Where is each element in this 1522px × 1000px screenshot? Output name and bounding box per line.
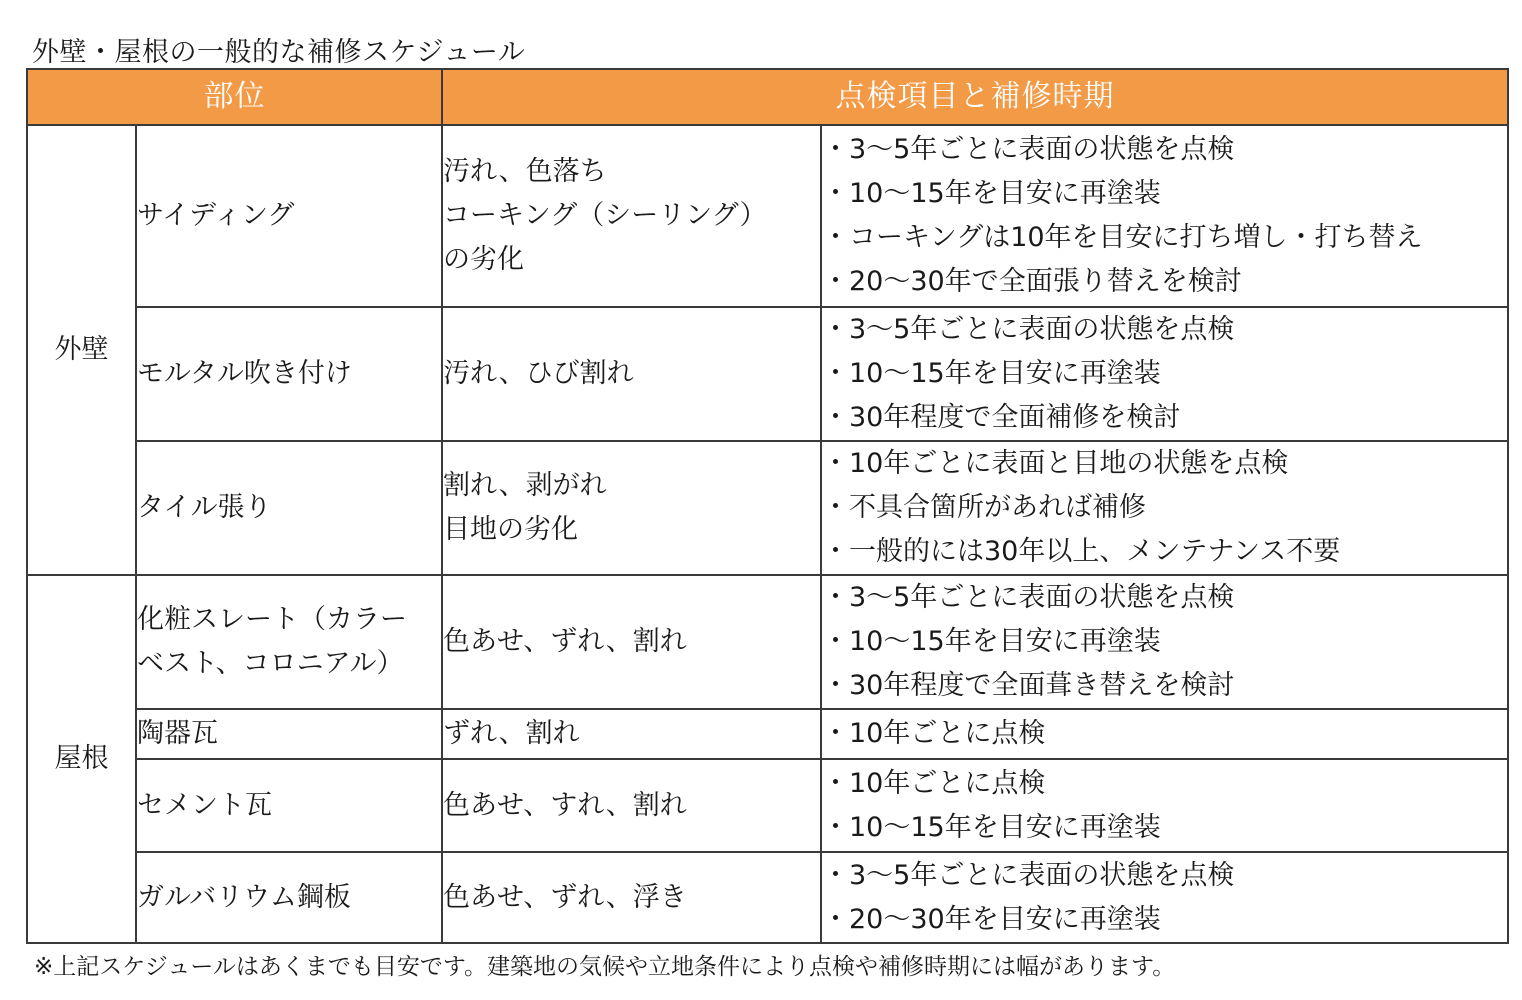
check-line: ・3〜5年ごとに表面の状態を点検 <box>822 859 1235 891</box>
check-line: ・20〜30年を目安に再塗装 <box>822 903 1161 935</box>
check-line: ・コーキングは10年を目安に打ち増し・打ち替え <box>822 222 1423 253</box>
part-line: モルタル吹き付け <box>137 358 352 389</box>
check-line: ・10年ごとに表面と目地の状態を点検 <box>822 448 1289 479</box>
issue-line: の劣化 <box>443 244 524 275</box>
part-line: ベスト、コロニアル） <box>137 648 404 679</box>
part-cell <box>136 709 442 759</box>
part-line: セメント瓦 <box>137 789 272 821</box>
table-row <box>27 709 1508 759</box>
issue-cell <box>442 441 821 575</box>
check-cell <box>821 852 1508 943</box>
check-cell <box>821 307 1508 441</box>
category-cell: 屋根 <box>27 575 136 943</box>
table-row <box>27 852 1508 943</box>
category-cell: 外壁 <box>27 125 136 575</box>
check-line: ・10年ごとに点検 <box>822 767 1046 799</box>
table-row <box>27 307 1508 441</box>
part-cell <box>136 125 442 307</box>
issue-cell <box>442 709 821 759</box>
table-header-row <box>27 69 1508 125</box>
part-line: 陶器瓦 <box>137 718 218 749</box>
document-title: 外壁・屋根の一般的な補修スケジュール <box>32 37 526 68</box>
check-line: ・3〜5年ごとに表面の状態を点検 <box>822 582 1235 613</box>
part-cell <box>136 759 442 852</box>
part-line: 化粧スレート（カラー <box>137 604 407 635</box>
issue-line: コーキング（シーリング） <box>443 200 767 231</box>
check-line: ・30年程度で全面葺き替えを検討 <box>822 670 1235 701</box>
header-part: 部位 <box>27 69 442 125</box>
check-line: ・一般的には30年以上、メンテナンス不要 <box>822 536 1341 567</box>
check-cell <box>821 441 1508 575</box>
issue-line: 色あせ、ずれ、割れ <box>443 626 687 657</box>
check-cell <box>821 575 1508 709</box>
issue-cell <box>442 852 821 943</box>
table-row <box>27 759 1508 852</box>
check-line: ・10〜15年を目安に再塗装 <box>822 626 1161 657</box>
check-line: ・10〜15年を目安に再塗装 <box>822 811 1161 843</box>
issue-line: 目地の劣化 <box>443 514 578 545</box>
issue-line: 汚れ、ひび割れ <box>443 358 634 389</box>
check-cell <box>821 759 1508 852</box>
part-line: サイディング <box>137 200 295 231</box>
footnote: ※上記スケジュールはあくまでも目安です。建築地の気候や立地条件により点検や補修時期には幅があります。 <box>34 954 1176 980</box>
table-row <box>27 441 1508 575</box>
table-row <box>27 125 1508 307</box>
table-row <box>27 575 1508 709</box>
part-cell <box>136 307 442 441</box>
issue-cell <box>442 759 821 852</box>
issue-cell <box>442 307 821 441</box>
part-line: ガルバリウム鋼板 <box>137 881 351 913</box>
part-line: タイル張り <box>137 492 272 523</box>
maintenance-schedule-table <box>26 68 1509 944</box>
part-cell <box>136 575 442 709</box>
check-line: ・10〜15年を目安に再塗装 <box>822 178 1161 209</box>
check-line: ・10〜15年を目安に再塗装 <box>822 358 1161 389</box>
check-cell <box>821 125 1508 307</box>
issue-line: 色あせ、すれ、割れ <box>443 789 687 821</box>
issue-cell <box>442 125 821 307</box>
issue-line: ずれ、割れ <box>443 718 580 749</box>
check-line: ・不具合箇所があれば補修 <box>822 492 1146 523</box>
check-line: ・10年ごとに点検 <box>822 718 1046 749</box>
check-line: ・30年程度で全面補修を検討 <box>822 402 1181 433</box>
issue-line: 色あせ、ずれ、浮き <box>443 881 687 913</box>
issue-cell <box>442 575 821 709</box>
part-cell <box>136 441 442 575</box>
check-cell <box>821 709 1508 759</box>
header-check: 点検項目と補修時期 <box>442 69 1508 125</box>
check-line: ・3〜5年ごとに表面の状態を点検 <box>822 134 1235 165</box>
check-line: ・3〜5年ごとに表面の状態を点検 <box>822 314 1235 345</box>
issue-line: 割れ、剥がれ <box>443 470 607 501</box>
issue-line: 汚れ、色落ち <box>443 156 607 187</box>
check-line: ・20〜30年で全面張り替えを検討 <box>822 266 1242 297</box>
part-cell <box>136 852 442 943</box>
